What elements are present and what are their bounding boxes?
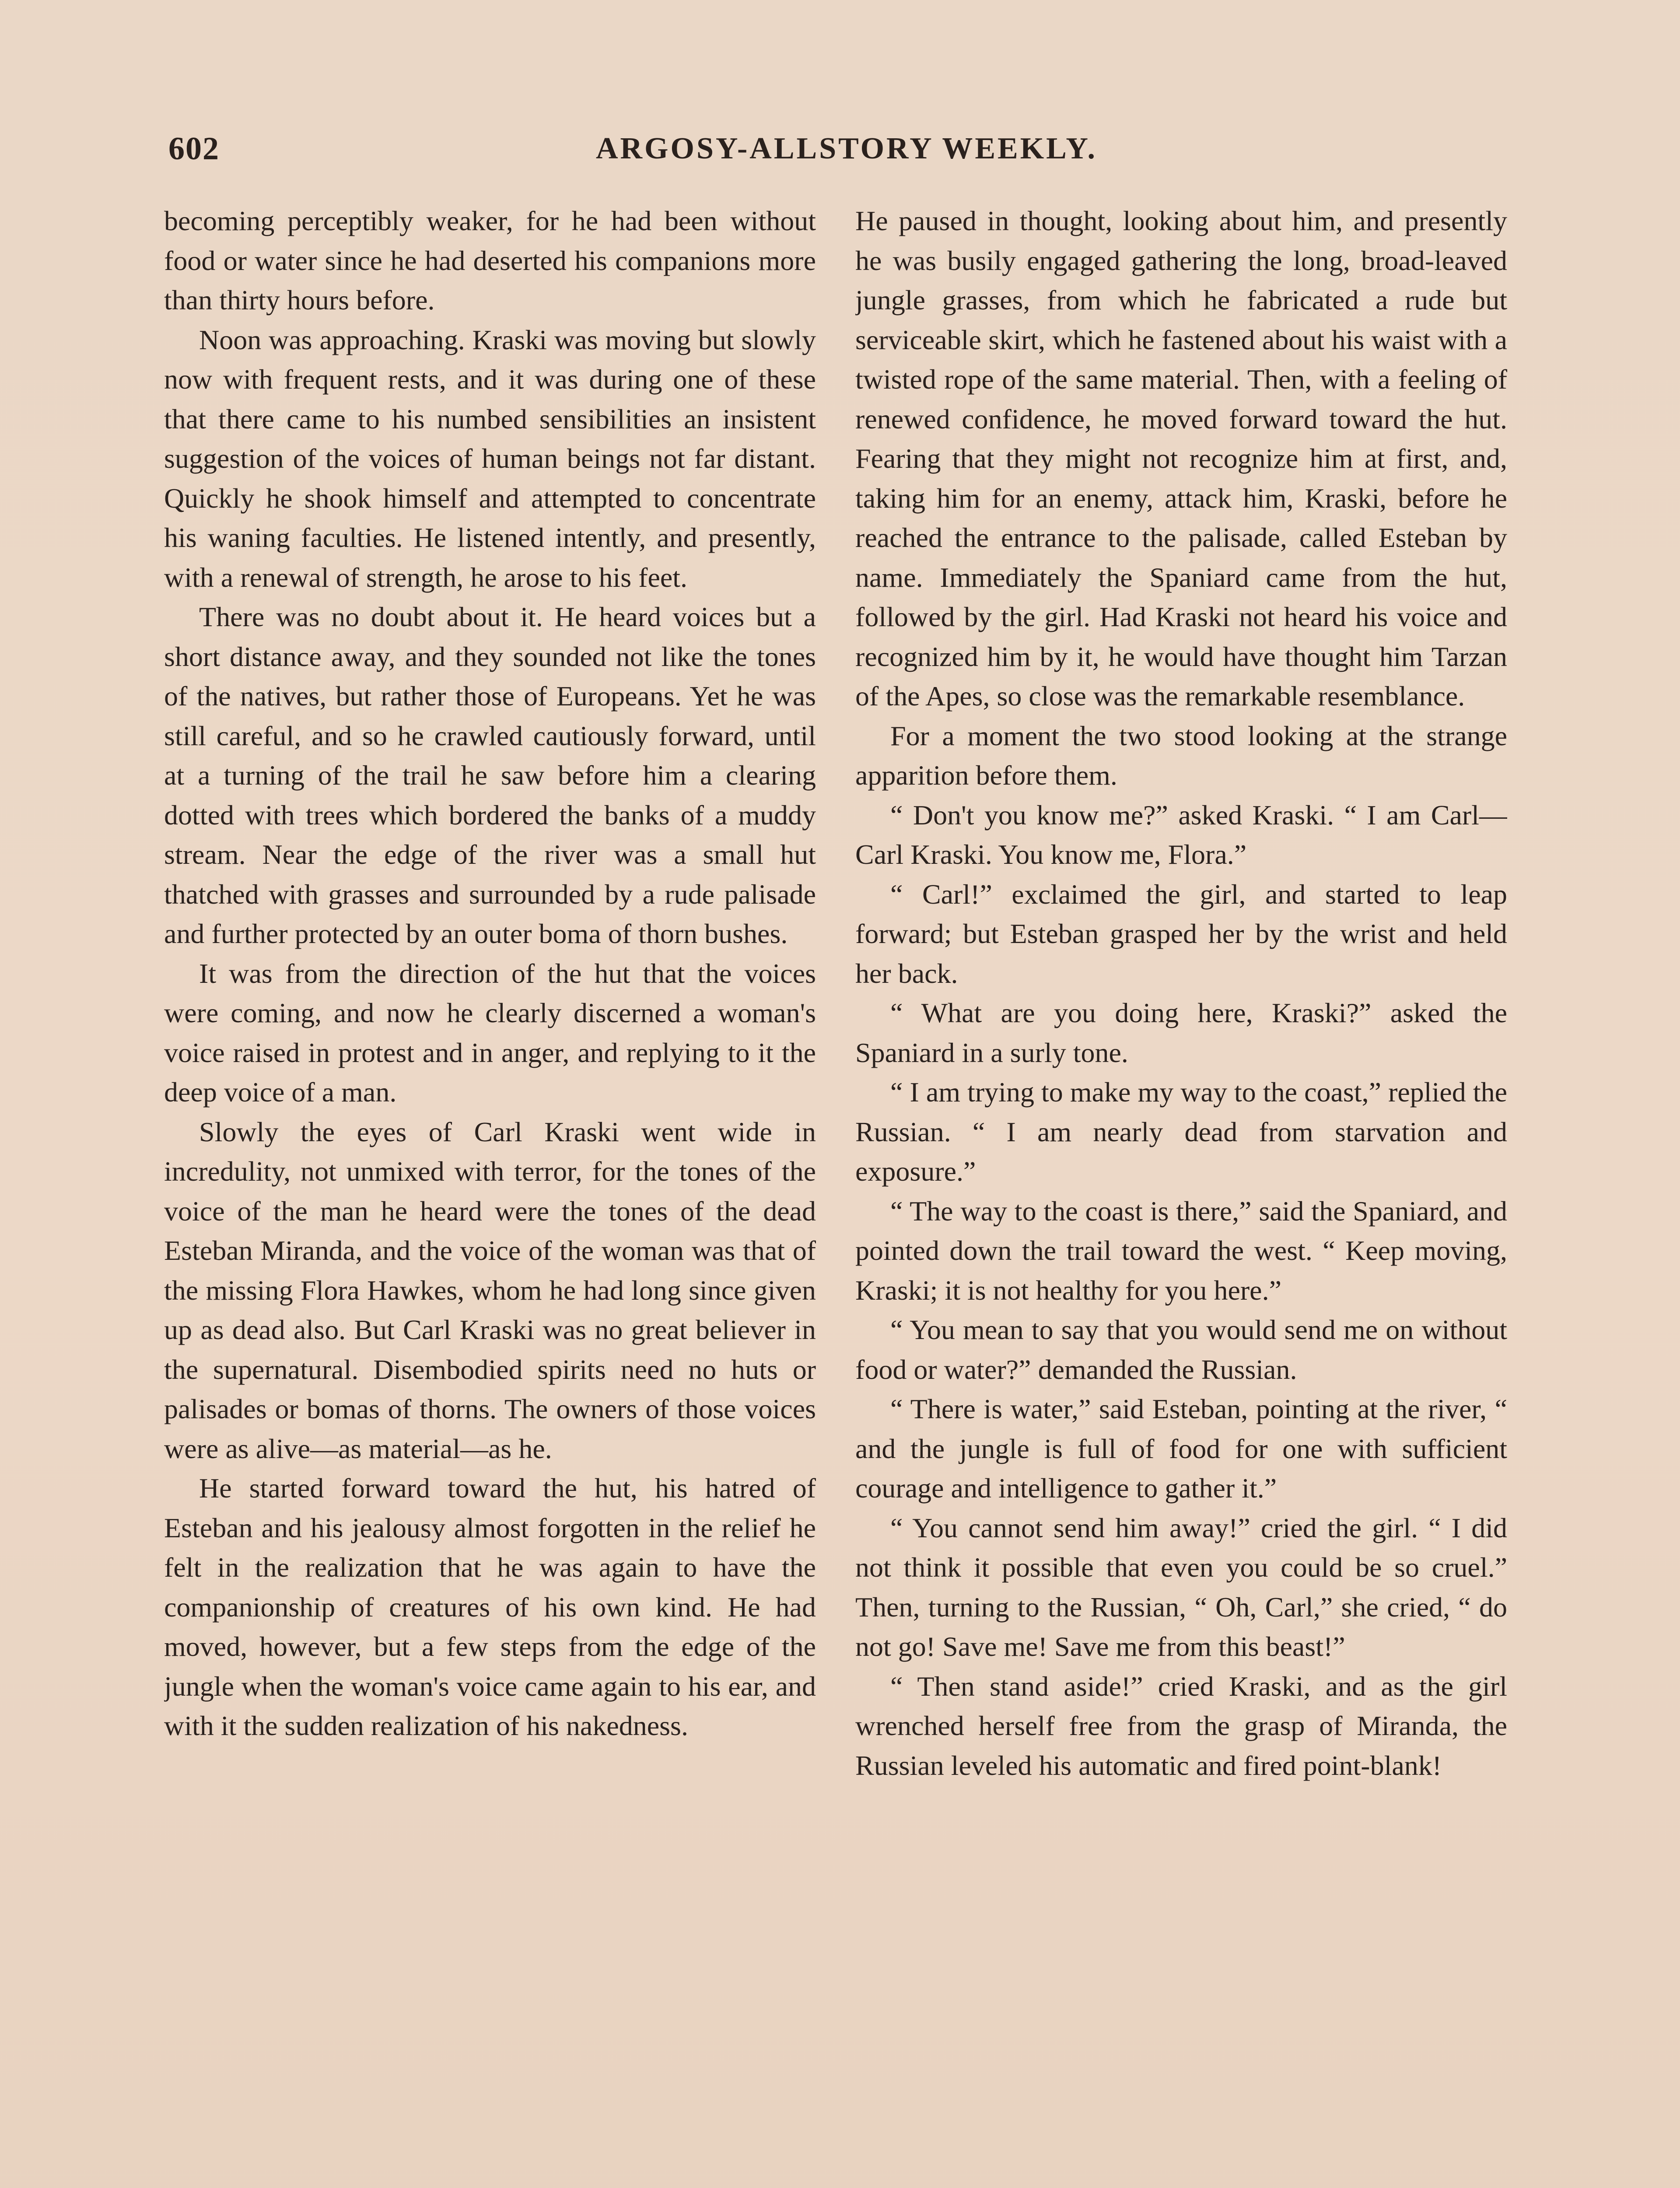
paragraph: “ Then stand aside!” cried Kraski, and as the girl wrenched herself free from the grasp of Miranda, the Russian leveled his automatic and fired point-blank! <box>855 1670 1507 1781</box>
paragraph: becoming perceptibly weaker, for he had been without food or water since he had deserted his companions more than thirty hours before. <box>164 205 816 316</box>
paragraph: He started forward toward the hut, his hatred of Esteban and his jealousy almost forgotten in the relief he felt in the realization that he was again to have the companionship of creatures of his own kind. He had moved, however, but a few steps from the edge of the jungle when the woman's voice came again to his ear, and with it the sudden realization of his nakedness. <box>164 1473 816 1741</box>
paragraph: It was from the direction of the hut that the voices were coming, and now he clearly discerned a woman's voice raised in protest and in anger, and replying to it the deep voice of a man. <box>164 957 816 1108</box>
page-header <box>168 131 1516 166</box>
paragraph: He paused in thought, looking about him, and presently he was busily engaged gathering the long, broad-leaved jungle grasses, from which he fabricated a rude but serviceable skirt, which he fastened about his waist with a twisted rope of the same material. Then, with a feeling of renewed confidence, he moved forward toward the hut. Fearing that they might not recognize him at first, and, taking him for an enemy, attack him, Kraski, before he reached the entrance to the palisade, called Esteban by name. Immediately the Spaniard came from the hut, followed by the girl. Had Kraski not heard his voice and recognized him by it, he would have thought him Tarzan of the Apes, so close was the remarkable resemblance. <box>855 205 1507 712</box>
paragraph: “ You mean to say that you would send me on without food or water?” demanded the Russian. <box>855 1314 1507 1385</box>
paragraph: “ I am trying to make my way to the coast,” replied the Russian. “ I am nearly dead from starvation and exposure.” <box>855 1076 1507 1187</box>
paragraph: Slowly the eyes of Carl Kraski went wide in incredulity, not unmixed with terror, for the tones of the voice of the man he heard were the tones of the dead Esteban Miranda, and the voice of the woman was that of the missing Flora Hawkes, whom he had long since given up as dead also. But Carl Kraski was no great believer in the supernatural. Disembodied spirits need no huts or palisades or bomas of thorns. The owners of those voices were as alive—as material—as he. <box>164 1116 816 1464</box>
paragraph: “ You cannot send him away!” cried the girl. “ I did not think it possible that even you could be so cruel.” Then, turning to the Russian, “ Oh, Carl,” she cried, “ do not go! Save me! Save me from this beast!” <box>855 1512 1507 1662</box>
paragraph: For a moment the two stood looking at the strange apparition before them. <box>855 720 1507 791</box>
paragraph: “ Carl!” exclaimed the girl, and started to leap forward; but Esteban grasped her by the wrist and held her back. <box>855 878 1507 989</box>
text-columns <box>164 201 1512 2188</box>
paragraph: “ Don't you know me?” asked Kraski. “ I am Carl—Carl Kraski. You know me, Flora.” <box>855 799 1507 870</box>
paragraph: “ The way to the coast is there,” said the Spaniard, and pointed down the trail toward the west. “ Keep moving, Kraski; it is not healthy for you here.” <box>855 1195 1507 1306</box>
running-title: ARGOSY-ALLSTORY WEEKLY. <box>595 132 1098 165</box>
paragraph: “ What are you doing here, Kraski?” asked the Spaniard in a surly tone. <box>855 997 1507 1068</box>
paragraph: Noon was approaching. Kraski was moving but slowly now with frequent rests, and it was during one of these that there came to his numbed sensibilities an insistent suggestion of the voices of human beings not far distant. Quickly he shook himself and attempted to concentrate his waning faculties. He listened intently, and presently, with a renewal of strength, he arose to his feet. <box>164 324 816 593</box>
page-number: 602 <box>168 131 220 167</box>
right-column <box>855 201 1507 2188</box>
paragraph: There was no doubt about it. He heard voices but a short distance away, and they sounded not like the tones of the natives, but rather those of Europeans. Yet he was still careful, and so he crawled cautiously forward, until at a turning of the trail he saw before him a clearing dotted with trees which bordered the banks of a muddy stream. Near the edge of the river was a small hut thatched with grasses and surrounded by a rude palisade and further protected by an outer boma of thorn bushes. <box>164 601 816 949</box>
paragraph: “ There is water,” said Esteban, pointing at the river, “ and the jungle is full of food for one with sufficient courage and intelligence to gather it.” <box>855 1393 1507 1504</box>
left-column <box>164 201 816 2188</box>
